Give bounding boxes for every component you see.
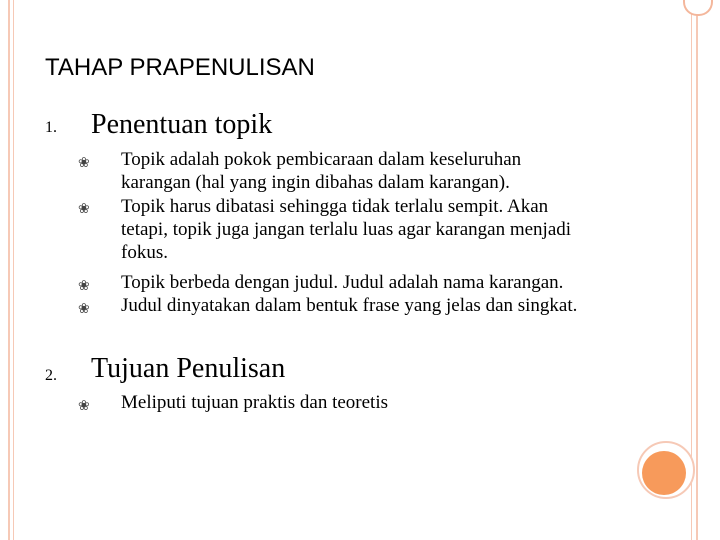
frame-line-right-outer [696, 0, 698, 540]
bullet-text-line: Judul dinyatakan dalam bentuk frase yang jelas dan singkat. [121, 295, 578, 316]
section-heading: Penentuan topik [91, 109, 273, 140]
section-number: 2. [45, 367, 57, 384]
section-number: 1. [45, 119, 57, 136]
bullet-icon: ❀ [78, 155, 90, 171]
frame-line-left-outer [8, 0, 10, 540]
bullet-icon: ❀ [78, 278, 90, 294]
bullet-icon: ❀ [78, 301, 90, 317]
bullet-text-line: Topik adalah pokok pembicaraan dalam keseluruhan [121, 149, 522, 170]
decorative-top-circle [683, 0, 713, 16]
slide-title: TAHAP PRAPENULISAN [45, 54, 315, 81]
bullet-icon: ❀ [78, 201, 90, 217]
bullet-text-line: Meliputi tujuan praktis dan teoretis [121, 392, 389, 413]
bullet-text-line: Topik berbeda dengan judul. Judul adalah nama karangan. [121, 272, 564, 293]
section-heading: Tujuan Penulisan [91, 353, 286, 384]
decorative-circle-filled [642, 451, 686, 495]
bullet-text-line: karangan (hal yang ingin dibahas dalam karangan). [121, 172, 510, 193]
bullet-text-line: Topik harus dibatasi sehingga tidak terlalu sempit. Akan [121, 196, 549, 217]
bullet-icon: ❀ [78, 398, 90, 414]
frame-line-left-inner [13, 0, 14, 540]
bullet-text-line: fokus. [121, 242, 168, 263]
bullet-text-line: tetapi, topik juga jangan terlalu luas agar karangan menjadi [121, 219, 572, 240]
